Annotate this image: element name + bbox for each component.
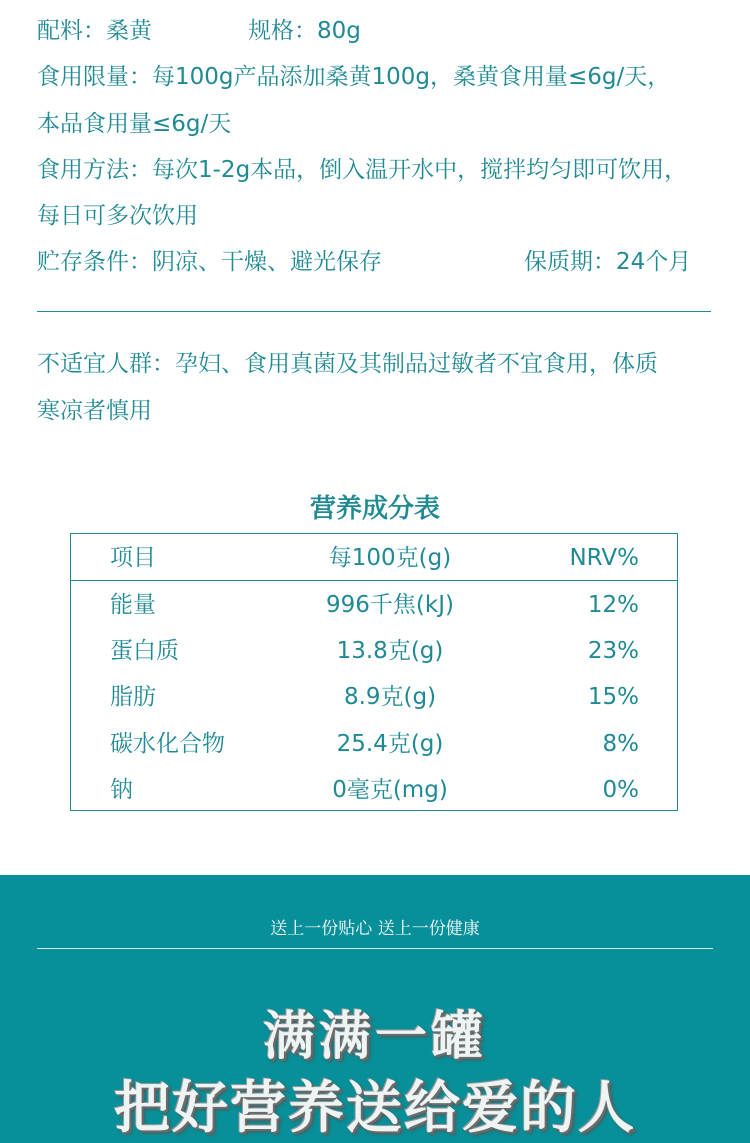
row-nrv: 23% bbox=[587, 638, 639, 664]
ingredients-line bbox=[37, 16, 152, 46]
row-nrv: 8% bbox=[602, 731, 639, 757]
unsuitable-line-2: 寒凉者慎用 bbox=[37, 398, 152, 424]
storage-text: 贮存条件：阴凉、干燥、避光保存 bbox=[37, 249, 382, 275]
row-amount: 25.4克(g) bbox=[336, 731, 444, 757]
method-line-1: 食用方法：每次1-2g本品，倒入温开水中，搅拌均匀即可饮用， bbox=[37, 157, 688, 183]
shelf-life-text: 保质期：24个月 bbox=[524, 249, 692, 275]
slogan-line-2: 把好营养送给爱的人 bbox=[114, 1075, 636, 1141]
header-nrv: NRV% bbox=[569, 545, 639, 571]
header-per100g: 每100克(g) bbox=[328, 545, 452, 571]
row-amount: 8.9克(g) bbox=[343, 684, 437, 710]
header-item: 项目 bbox=[110, 545, 156, 571]
row-name: 蛋白质 bbox=[110, 638, 179, 664]
row-name: 能量 bbox=[110, 592, 156, 618]
row-name: 脂肪 bbox=[110, 684, 156, 710]
table-header-row bbox=[71, 534, 677, 581]
row-amount: 13.8克(g) bbox=[336, 638, 444, 664]
banner-subtitle: 送上一份贴心 送上一份健康 bbox=[270, 919, 480, 939]
nutrition-table bbox=[70, 533, 678, 811]
row-nrv: 12% bbox=[587, 592, 639, 618]
row-amount: 0毫克(mg) bbox=[332, 777, 448, 803]
divider bbox=[37, 311, 711, 312]
row-amount: 996千焦(kJ) bbox=[326, 592, 454, 618]
limit-line-1: 食用限量：每100g产品添加桑黄100g，桑黄食用量≤6g/天， bbox=[37, 64, 671, 90]
unsuitable-line-1: 不适宜人群：孕妇、食用真菌及其制品过敏者不宜食用，体质 bbox=[37, 351, 658, 377]
row-nrv: 15% bbox=[587, 684, 639, 710]
method-line-2: 每日可多次饮用 bbox=[37, 203, 198, 229]
banner-divider bbox=[37, 948, 713, 949]
spec-text: 规格：80g bbox=[248, 18, 361, 44]
row-name: 碳水化合物 bbox=[110, 731, 225, 757]
nutrition-table-title: 营养成分表 bbox=[309, 494, 440, 524]
ingredients-text: 配料：桑黄 bbox=[37, 18, 152, 44]
row-nrv: 0% bbox=[602, 777, 639, 803]
promo-banner bbox=[0, 875, 750, 1143]
slogan-line-1: 满满一罐 bbox=[262, 1006, 487, 1067]
row-name: 钠 bbox=[110, 777, 133, 803]
limit-line-2: 本品食用量≤6g/天 bbox=[37, 111, 232, 137]
